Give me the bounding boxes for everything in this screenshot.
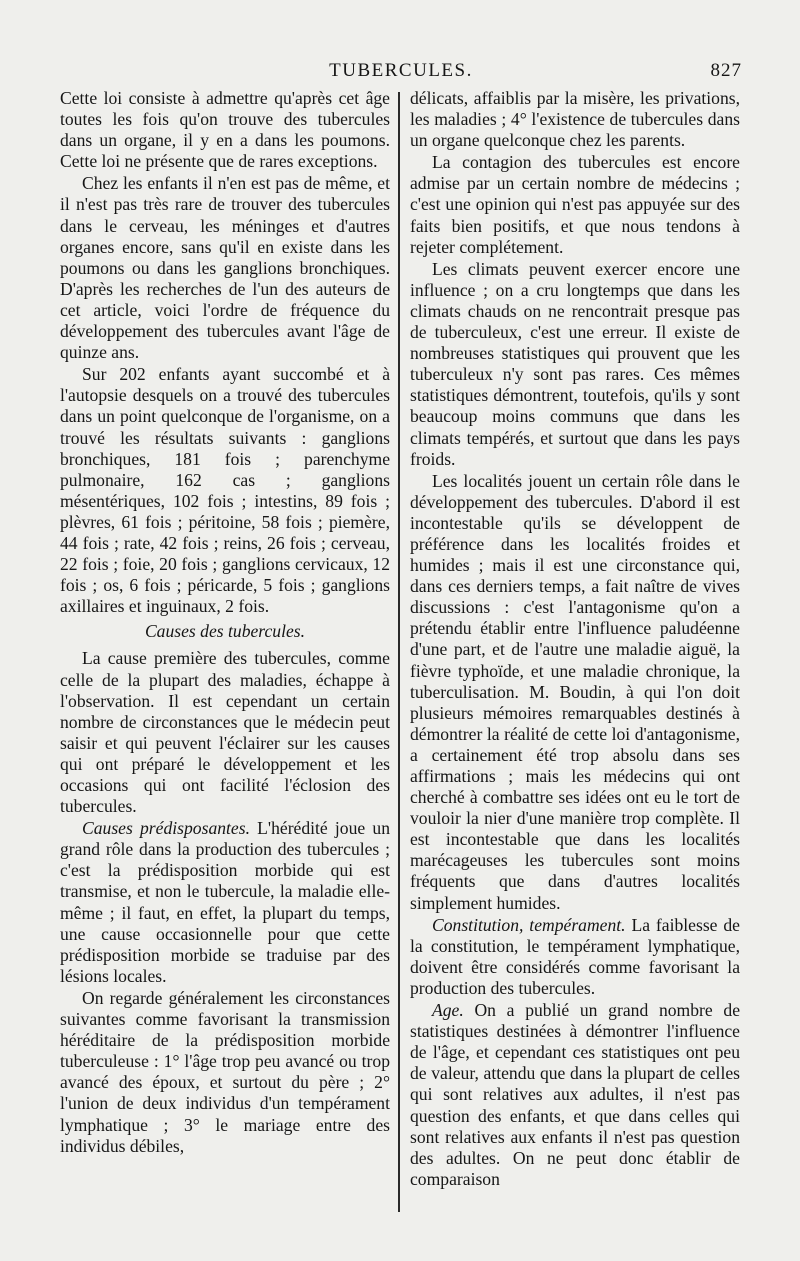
right-column <box>410 88 740 1190</box>
run-in-heading: Constitution, tempérament. <box>432 914 626 935</box>
paragraph: délicats, affaiblis par la misère, les privations, les maladies ; 4° l'existence de tubercules dans un organe quelconque chez les parents. <box>410 88 740 151</box>
paragraph <box>410 915 740 999</box>
paragraph <box>410 1000 740 1190</box>
paragraph: On regarde généralement les circonstances suivantes comme favorisant la transmission héréditaire de la prédisposition morbide tuberculeuse : 1° l'âge trop peu avancé ou trop avancé des époux, et surtout du père ; 2° l'union de deux individus d'un tempérament lymphatique ; 3° le mariage entre des individus débiles, <box>60 987 390 1156</box>
run-in-heading: Age. <box>432 1000 464 1021</box>
paragraph-text: La faiblesse de la constitution, le tempérament lymphatique, doivent être considérés comme favorisant la production des tubercules. <box>410 914 740 998</box>
left-column <box>60 88 390 1157</box>
paragraph-text: L'hérédité joue un grand rôle dans la production des tubercules ; c'est la prédisposition morbide qui est transmise, et non le tubercule, la maladie elle-même ; il faut, en effet, la plupart du temps, une cause occasionnelle pour que cette prédisposition morbide se traduise par des lésions locales. <box>60 818 390 986</box>
paragraph: La contagion des tubercules est encore admise par un certain nombre de médecins ; c'est une opinion qui n'est pas appuyée sur des faits bien positifs, et que nous tendons à rejeter complétement. <box>410 152 740 257</box>
paragraph: Les localités jouent un certain rôle dans le développement des tubercules. D'abord il est incontestable qu'ils se développent de préférence dans les localités froides et humides ; mais il est une circonstance qui, dans ces derniers temps, a fait naître de vives discussions : c'est l'antagonisme qu'on a prétendu établir entre l'influence paludéenne d'une part, et de l'autre une maladie aiguë, la fièvre typhoïde, et une maladie chronique, la tuberculisation. M. Boudin, à qui l'on doit plusieurs mémoires remarquables destinés à démontrer la réalité de cette loi d'antagonisme, a certainement été trop absolu dans ses affirmations ; mais les médecins qui ont cherché à combattre ses idées ont eu le tort de vouloir la nier d'une manière trop complète. Il est incontestable que dans les localités marécageuses les tubercules sont moins fréquents que dans d'autres localités simplement humides. <box>410 470 740 913</box>
paragraph: La cause première des tubercules, comme celle de la plupart des maladies, échappe à l'observation. Il est cependant un certain nombre de circonstances que le médecin peut saisir et qui peuvent l'éclairer sur les causes qui ont préparé le développement et les occasions qui ont facilité l'éclosion des tubercules. <box>60 648 390 817</box>
section-heading: Causes des tubercules. <box>144 621 306 642</box>
column-divider <box>398 92 400 1212</box>
paragraph: Chez les enfants il n'en est pas de même, et il n'est pas très rare de trouver des tubercules dans le cerveau, les méninges et d'autres organes encore, sans qu'il en existe dans les poumons ou dans les ganglions bronchiques. D'après les recherches de l'un des auteurs de cet article, voici l'ordre de fréquence du développement des tubercules avant l'âge de quinze ans. <box>60 173 390 363</box>
page-number: 827 <box>710 60 742 81</box>
running-title: TUBERCULES. <box>329 60 473 81</box>
paragraph: Cette loi consiste à admettre qu'après cet âge toutes les fois qu'on trouve des tubercules dans un organe, il y en a dans les poumons. Cette loi ne présente que de rares exceptions. <box>60 88 390 172</box>
paragraph: Les climats peuvent exercer encore une influence ; on a cru longtemps que dans les climats chauds on ne rencontrait presque pas de tuberculeux, c'est une erreur. Il existe de nombreuses statistiques qui prouvent que les tuberculeux n'y sont pas rares. Ces mêmes statistiques démontrent, toutefois, qu'ils y sont beaucoup moins communs que dans les climats tempérés, et surtout que dans les pays froids. <box>410 258 740 469</box>
paragraph: Sur 202 enfants ayant succombé et à l'autopsie desquels on a trouvé des tubercules dans un point quelconque de l'organisme, on a trouvé les résultats suivants : ganglions bronchiques, 181 fois ; parenchyme pulmonaire, 162 cas ; ganglions mésentériques, 102 fois ; intestins, 89 fois ; plèvres, 61 fois ; péritoine, 58 fois ; piemère, 44 fois ; rate, 42 fois ; reins, 26 fois ; cerveau, 22 fois ; foie, 20 fois ; ganglions cervicaux, 12 fois ; os, 6 fois ; péricarde, 5 fois ; ganglions axillaires et inguinaux, 2 fois. <box>60 364 390 617</box>
paragraph <box>60 818 390 987</box>
run-in-heading: Causes prédisposantes. <box>82 818 250 839</box>
paragraph-text: On a publié un grand nombre de statistiques destinées à démontrer l'influence de l'âge, et cependant ces statistiques ont peu de valeur, attendu que dans la plupart de celles qui sont relatives aux adultes, il n'est pas question des enfants, et que dans celles qui sont relatives aux enfants il n'est pas question des adultes. On ne peut donc établir de comparaison <box>410 1000 740 1189</box>
running-head <box>60 60 742 86</box>
